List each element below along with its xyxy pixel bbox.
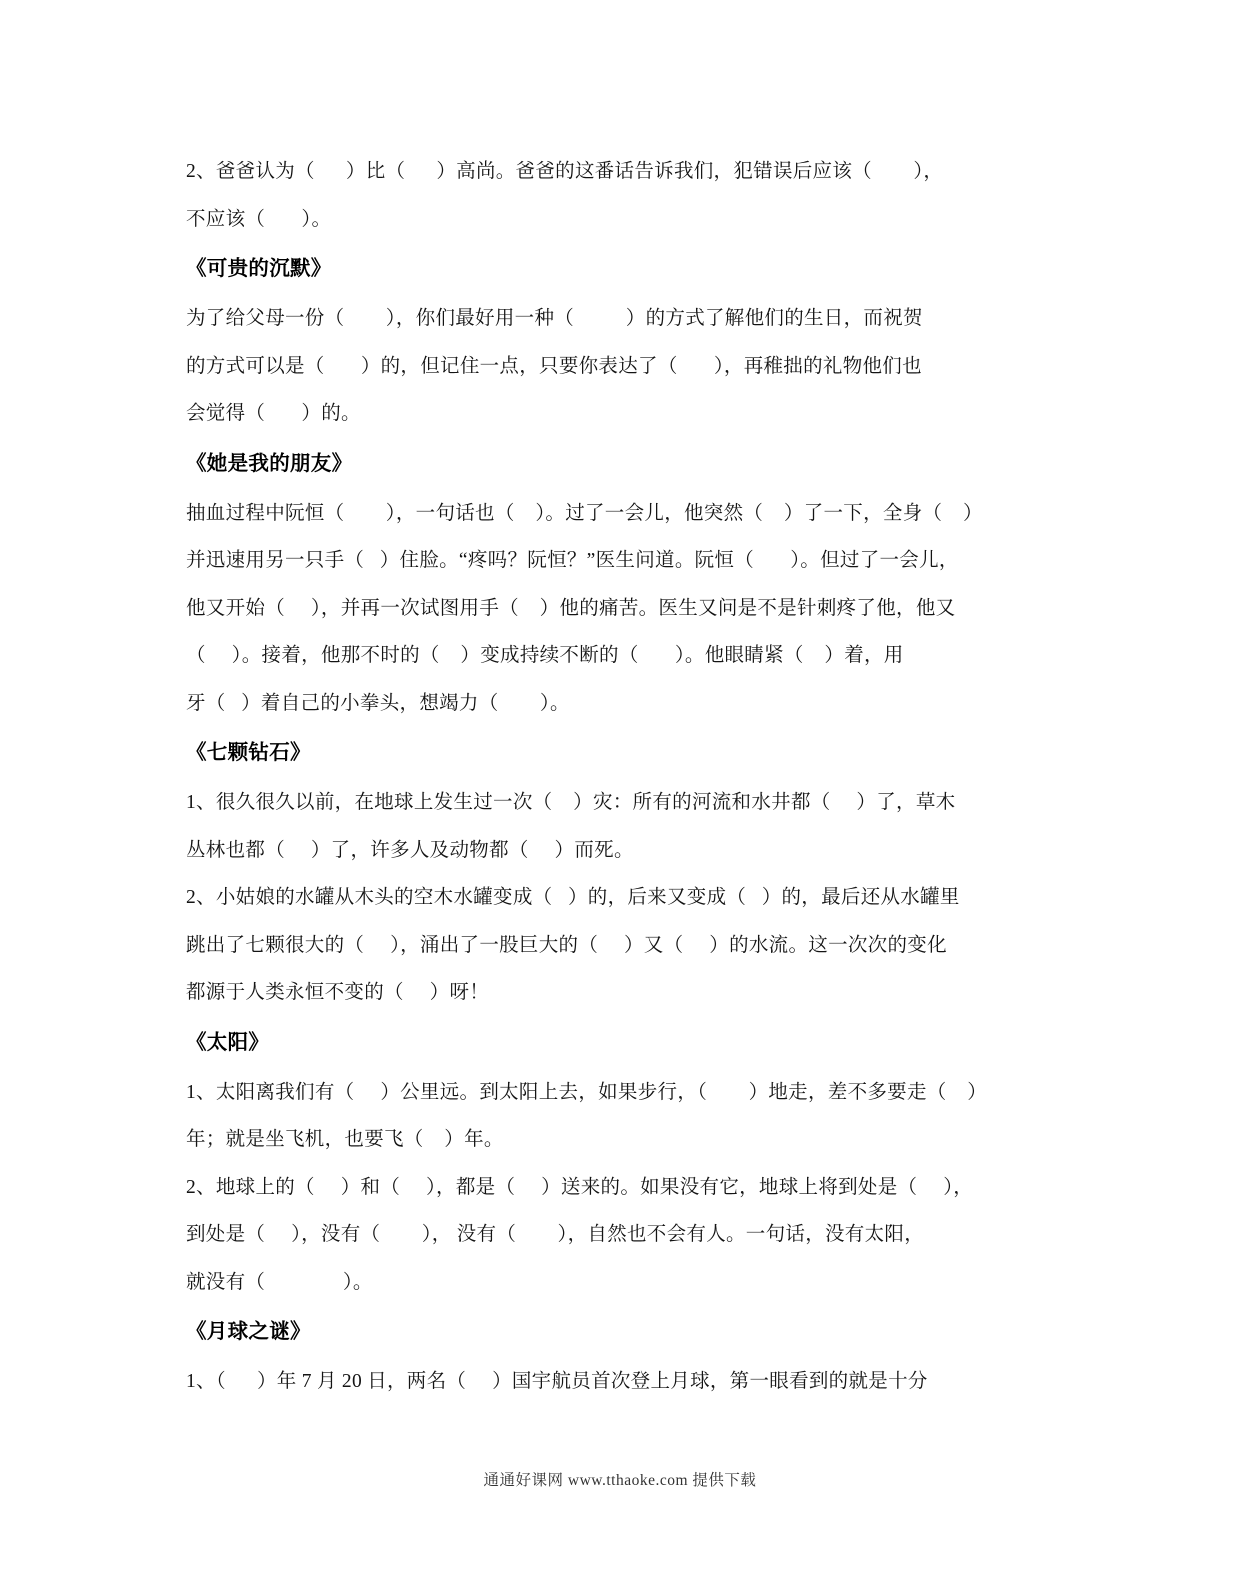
text-line: 1、（ ）年 7 月 20 日，两名（ ）国宇航员首次登上月球，第一眼看到的就是十分 [186, 1371, 928, 1392]
text-line: 抽血过程中阮恒（ ），一句话也（ ）。过了一会儿，他突然（ ）了一下，全身（ ） [186, 502, 983, 524]
document-body [186, 148, 1038, 1406]
text-line: 并迅速用另一只手（ ）住脸。“疼吗？阮恒？”医生问道。阮恒（ ）。但过了一会儿， [186, 550, 959, 571]
text-line: 2、地球上的（ ）和（ ），都是（ ）送来的。如果没有它，地球上将到处是（ ）， [186, 1176, 974, 1198]
text-line: 1、很久很久以前，在地球上发生过一次（ ）灾：所有的河流和水井都（ ）了，草木 [186, 792, 956, 813]
text-line: 年；就是坐飞机，也要飞（ ）年。 [186, 1129, 504, 1150]
text-line: 到处是（ ），没有（ ）， 没有（ ），自然也不会有人。一句话，没有太阳， [186, 1224, 924, 1245]
text-line: 的方式可以是（ ）的，但记住一点，只要你表达了（ ），再稚拙的礼物他们也 [186, 355, 922, 377]
text-line: 丛林也都（ ）了，许多人及动物都（ ）而死。 [186, 839, 634, 861]
text-line: 2、小姑娘的水罐从木头的空木水罐变成（ ）的，后来又变成（ ）的，最后还从水罐里 [186, 887, 960, 908]
text-line: 不应该（ ）。 [186, 208, 332, 230]
text-line: 会觉得（ ）的。 [186, 403, 361, 424]
text-line: 就没有（ ）。 [186, 1271, 373, 1293]
section-heading: 《她是我的朋友》 [186, 452, 353, 475]
text-line: 为了给父母一份（ ），你们最好用一种（ ）的方式了解他们的生日，而祝贺 [186, 308, 923, 329]
text-line: 跳出了七颗很大的（ ），涌出了一股巨大的（ ）又（ ）的水流。这一次次的变化 [186, 934, 947, 956]
text-line: 都源于人类永恒不变的（ ）呀！ [186, 982, 490, 1003]
section-heading: 《可贵的沉默》 [186, 258, 332, 280]
text-line: 2、爸爸认为（ ）比（ ）高尚。爸爸的这番话告诉我们，犯错误后应该（ ）， [186, 161, 944, 182]
text-line: 他又开始（ ），并再一次试图用手（ ）他的痛苦。医生又问是不是针刺疼了他，他又 [186, 597, 956, 619]
section-heading: 《太阳》 [186, 1031, 270, 1054]
page-footer: 通通好课网 www.tthaoke.com 提供下载 [483, 1472, 757, 1489]
section-heading: 《七颗钻石》 [186, 742, 311, 764]
text-line: 1、太阳离我们有（ ）公里远。到太阳上去，如果步行，（ ）地走，差不多要走（ ） [186, 1081, 988, 1103]
section-heading: 《月球之谜》 [186, 1321, 311, 1343]
text-line: （ ）。接着，他那不时的（ ）变成持续不断的（ ）。他眼睛紧（ ）着，用 [186, 645, 904, 666]
text-line: 牙（ ）着自己的小拳头，想竭力（ ）。 [186, 692, 570, 714]
